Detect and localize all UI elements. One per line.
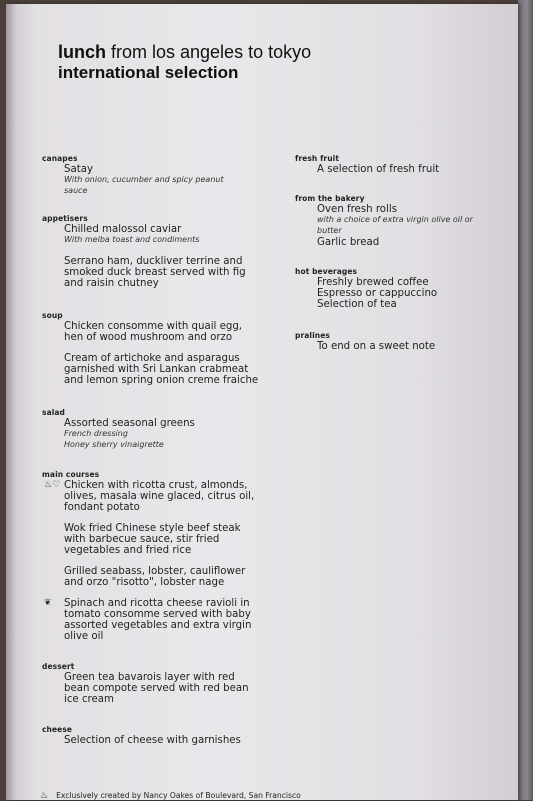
menu-item: olive oil xyxy=(64,631,104,642)
section-main-courses xyxy=(42,470,292,642)
menu-item: Assorted seasonal greens xyxy=(64,418,195,429)
menu-subtitle: international selection xyxy=(58,63,239,82)
menu-item: Espresso or cappuccino xyxy=(317,288,438,299)
footer-text: Exclusively created by Nancy Oakes of Boulevard, San Francisco xyxy=(56,791,301,800)
menu-item: fondant potato xyxy=(64,502,140,513)
menu-item: Wok fried Chinese style beef steak xyxy=(64,523,241,534)
menu-item: ❦ Spinach and ricotta cheese ravioli in xyxy=(44,598,250,609)
menu-item: with barbecue sauce, stir fried xyxy=(64,534,220,545)
menu-item: ice cream xyxy=(64,694,114,705)
menu-item: Chicken consomme with quail egg, xyxy=(64,321,243,332)
menu-item: Grilled seabass, lobster, cauliflower xyxy=(64,566,246,577)
menu-item: olives, masala wine glaced, citrus oil, xyxy=(64,491,255,502)
item-note: sauce xyxy=(64,185,88,195)
item-note: butter xyxy=(317,225,342,235)
page-shadow xyxy=(6,4,16,800)
section-label: main courses xyxy=(42,470,100,479)
menu-item: Green tea bavarois layer with red xyxy=(64,672,235,683)
section-label: fresh fruit xyxy=(295,154,340,163)
menu-title xyxy=(58,42,311,63)
section-label: appetisers xyxy=(42,214,88,223)
section-label: dessert xyxy=(42,662,75,671)
section-dessert xyxy=(42,662,292,705)
section-salad xyxy=(42,408,292,451)
menu-item: Freshly brewed coffee xyxy=(317,277,429,288)
menu-item: ♨♡ Chicken with ricotta crust, almonds, xyxy=(44,480,248,491)
chef-heart-icon: ♨♡ xyxy=(44,480,61,490)
menu-item: Garlic bread xyxy=(317,236,380,248)
menu-title-rest: from los angeles to tokyo xyxy=(106,42,312,62)
menu-item: Serrano ham, duckliver terrine and xyxy=(64,255,243,267)
menu-item: A selection of fresh fruit xyxy=(317,164,440,175)
section-soup xyxy=(42,311,292,386)
item-note: With onion, cucumber and spicy peanut xyxy=(64,175,224,184)
section-label: hot beverages xyxy=(295,267,358,276)
item-note: Honey sherry vinaigrette xyxy=(64,439,164,449)
section-appetisers xyxy=(42,214,292,289)
menu-item: To end on a sweet note xyxy=(317,341,436,352)
menu-item: and lemon spring onion creme fraiche xyxy=(64,375,259,386)
menu-item: Cream of artichoke and asparagus xyxy=(64,353,240,364)
section-cheese xyxy=(42,725,292,746)
menu-item: smoked duck breast served with fig xyxy=(64,266,246,278)
menu-item: vegetables and fried rice xyxy=(64,545,192,556)
menu-item: garnished with Sri Lankan crabmeat xyxy=(64,364,249,375)
item-note: With melba toast and condiments xyxy=(64,235,200,244)
section-label: salad xyxy=(42,408,66,417)
menu-item: Oven fresh rolls xyxy=(317,204,397,215)
menu-item: Chilled malossol caviar xyxy=(64,224,182,235)
section-fresh-fruit xyxy=(295,154,510,175)
section-label: soup xyxy=(42,311,63,320)
section-label: pralines xyxy=(295,331,330,340)
section-pralines xyxy=(295,331,510,352)
menu-title-bold: lunch xyxy=(58,42,106,62)
menu-page xyxy=(6,4,518,800)
item-note: French dressing xyxy=(64,429,128,438)
section-label: cheese xyxy=(42,725,73,734)
section-hot-beverages xyxy=(295,267,510,310)
section-bakery xyxy=(295,194,510,248)
menu-item: bean compote served with red bean xyxy=(64,683,249,694)
background-edge xyxy=(518,0,533,800)
menu-item: Selection of cheese with garnishes xyxy=(64,735,241,746)
item-note: with a choice of extra virgin olive oil or xyxy=(317,215,473,224)
section-label: from the bakery xyxy=(295,194,365,203)
menu-item: hen of wood mushroom and orzo xyxy=(64,332,233,343)
menu-item: assorted vegetables and extra virgin xyxy=(64,620,252,631)
section-canapes xyxy=(42,154,292,197)
section-label: canapes xyxy=(42,154,78,163)
chef-hat-icon: ♨ xyxy=(40,791,49,801)
menu-item: and raisin chutney xyxy=(64,277,159,289)
vegetarian-leaf-icon: ❦ xyxy=(44,598,52,608)
menu-item: tomato consomme served with baby xyxy=(64,609,251,620)
menu-item: Selection of tea xyxy=(317,299,397,310)
menu-item: and orzo "risotto", lobster nage xyxy=(64,577,225,588)
menu-item: Satay xyxy=(64,164,93,175)
